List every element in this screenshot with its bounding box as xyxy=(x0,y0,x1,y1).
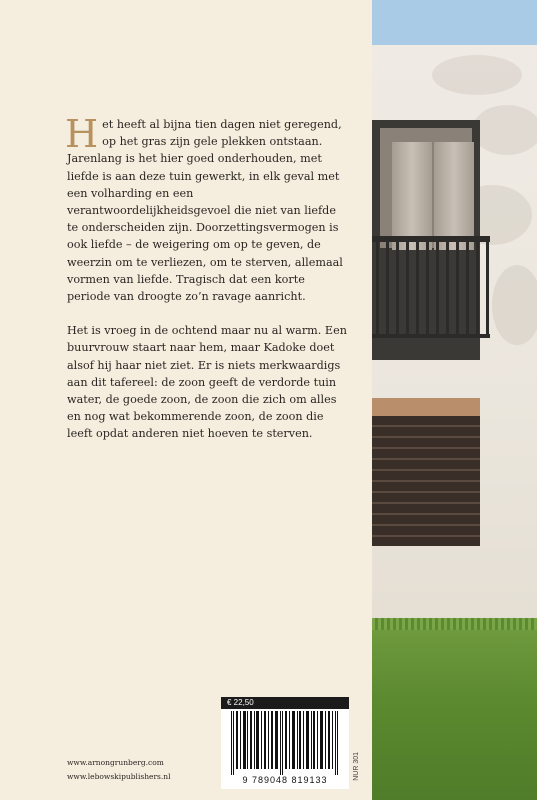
balcony-railing xyxy=(372,236,490,376)
website-publisher[interactable]: www.lebowskipublishers.nl xyxy=(67,772,171,781)
drop-cap: H xyxy=(65,112,99,156)
barcode-icon xyxy=(225,711,345,775)
blurb-text xyxy=(65,112,349,460)
isbn-number: 9 789048 819133 xyxy=(242,775,328,785)
barcode-label xyxy=(221,697,349,789)
blurb-paragraph-1 xyxy=(65,112,349,305)
cover-photo-house-facade xyxy=(372,0,537,800)
website-author[interactable]: www.arnongrunberg.com xyxy=(67,758,164,767)
wooden-door xyxy=(372,416,480,546)
door-lintel xyxy=(372,398,480,416)
nur-code: NUR 301 xyxy=(353,752,360,781)
blurb-paragraph-1-text: et heeft al bijna tien dagen niet geregend, op het gras zijn gele plekken ontstaan. Jarenlang is het hier goed onderhouden, met liefde is aan deze tuin gewerkt, in elk geval met een volharding en een verantwoordelijkheidsgevoel die niet van liefde te onderscheiden zijn. Doorzettingsvermogen is ook liefde – de weigering om op te geven, de weerzin om te verliezen, om te sterven, allemaal vormen van liefde. Tragisch dat een korte periode van droogte zo’n ravage aanricht. xyxy=(67,118,343,304)
lawn xyxy=(372,630,537,800)
sky xyxy=(372,0,537,45)
blurb-paragraph-2: Het is vroeg in de ochtend maar nu al warm. Een buurvrouw staart naar hem, maar Kadoke doet alsof hij haar niet ziet. Er is niets merkwaardigs aan dit tafereel: de zoon geeft de verdorde tuin water, de goede zoon, de zoon die zich om alles en nog wat bekommerende zoon, de zoon die leeft opdat anderen niet hoeven te sterven. xyxy=(67,324,347,441)
price: € 22,50 xyxy=(221,697,349,709)
